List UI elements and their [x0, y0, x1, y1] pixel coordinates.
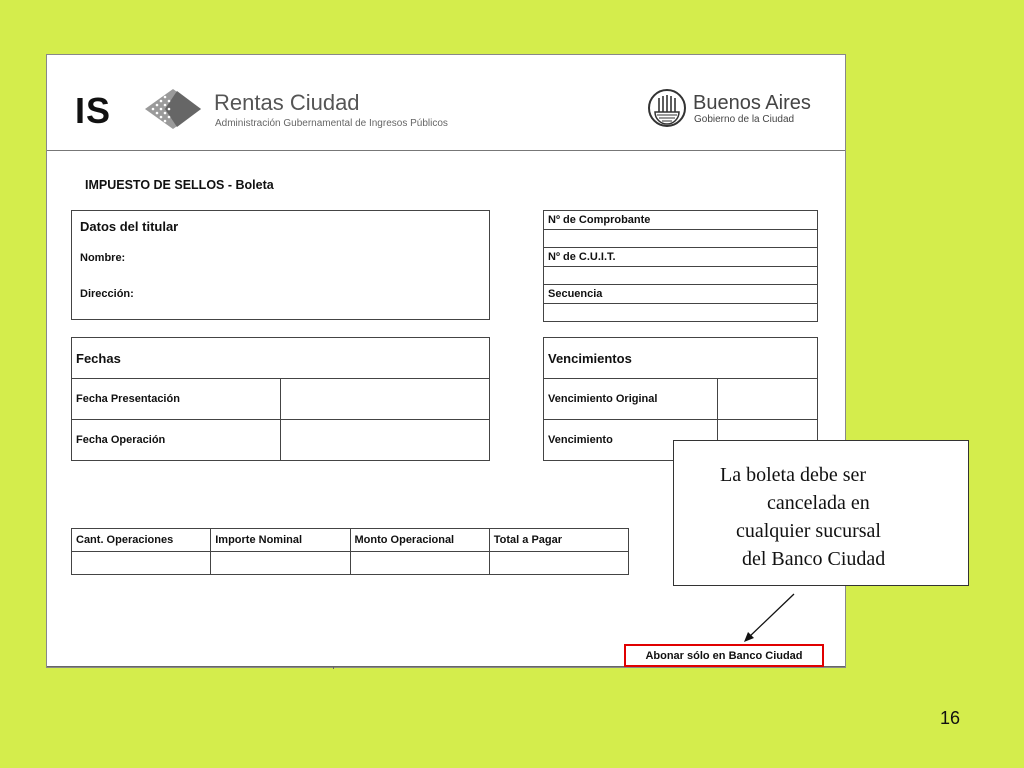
- vencimiento-label: Vencimiento: [544, 420, 718, 461]
- callout-box: [673, 440, 969, 586]
- vencimiento-original-value: [718, 379, 818, 420]
- comprobante-value: [544, 229, 818, 248]
- callout-line: del Banco Ciudad: [742, 548, 886, 570]
- fechas-table: [71, 337, 490, 461]
- form-title: IMPUESTO DE SELLOS - Boleta: [85, 178, 274, 192]
- importe-nominal-value: [211, 552, 350, 575]
- abonar-banco-ciudad-note: Abonar sólo en Banco Ciudad: [624, 644, 824, 667]
- fecha-presentacion-value: [281, 379, 490, 420]
- direccion-label: Dirección:: [80, 288, 134, 300]
- titular-box: [71, 210, 490, 320]
- comprobante-table: [543, 210, 818, 322]
- vencimiento-original-label: Vencimiento Original: [544, 379, 718, 420]
- callout-text: [694, 461, 964, 573]
- cuit-value: [544, 266, 818, 285]
- rentas-ciudad-subtitle: Administración Gubernamental de Ingresos Públicos: [215, 118, 448, 129]
- fecha-operacion-label: Fecha Operación: [72, 420, 281, 461]
- total-a-pagar-value: [489, 552, 628, 575]
- secuencia-value: [544, 303, 818, 322]
- importe-nominal-header: Importe Nominal: [211, 529, 350, 552]
- fechas-heading: Fechas: [72, 338, 490, 379]
- is-logo: IS: [75, 90, 112, 131]
- page-number: 16: [940, 708, 961, 728]
- rentas-diamond-logo-icon: [143, 87, 203, 131]
- cant-operaciones-header: Cant. Operaciones: [72, 529, 211, 552]
- callout-arrow-icon: [740, 590, 800, 646]
- comprobante-label: Nº de Comprobante: [544, 211, 818, 230]
- nombre-label: Nombre:: [80, 252, 126, 264]
- operaciones-table: [71, 528, 629, 575]
- secuencia-label: Secuencia: [544, 285, 818, 304]
- monto-operacional-header: Monto Operacional: [350, 529, 489, 552]
- total-a-pagar-header: Total a Pagar: [489, 529, 628, 552]
- buenos-aires-emblem-icon: [647, 88, 687, 128]
- document-header: [47, 55, 845, 151]
- cant-operaciones-value: [72, 552, 211, 575]
- cuit-label: Nº de C.U.I.T.: [544, 248, 818, 267]
- titular-heading: Datos del titular: [80, 219, 179, 234]
- vencimientos-heading: Vencimientos: [544, 338, 818, 379]
- callout-line: cancelada en: [767, 492, 870, 514]
- monto-operacional-value: [350, 552, 489, 575]
- fecha-presentacion-label: Fecha Presentación: [72, 379, 281, 420]
- callout-line: cualquier sucursal: [736, 520, 881, 542]
- fecha-operacion-value: [281, 420, 490, 461]
- bottom-divider-tick: [333, 666, 334, 669]
- buenos-aires-subtitle: Gobierno de la Ciudad: [694, 114, 795, 125]
- callout-line: La boleta debe ser: [720, 464, 867, 486]
- rentas-ciudad-title: Rentas Ciudad: [214, 90, 360, 115]
- buenos-aires-title: Buenos Aires: [693, 92, 811, 114]
